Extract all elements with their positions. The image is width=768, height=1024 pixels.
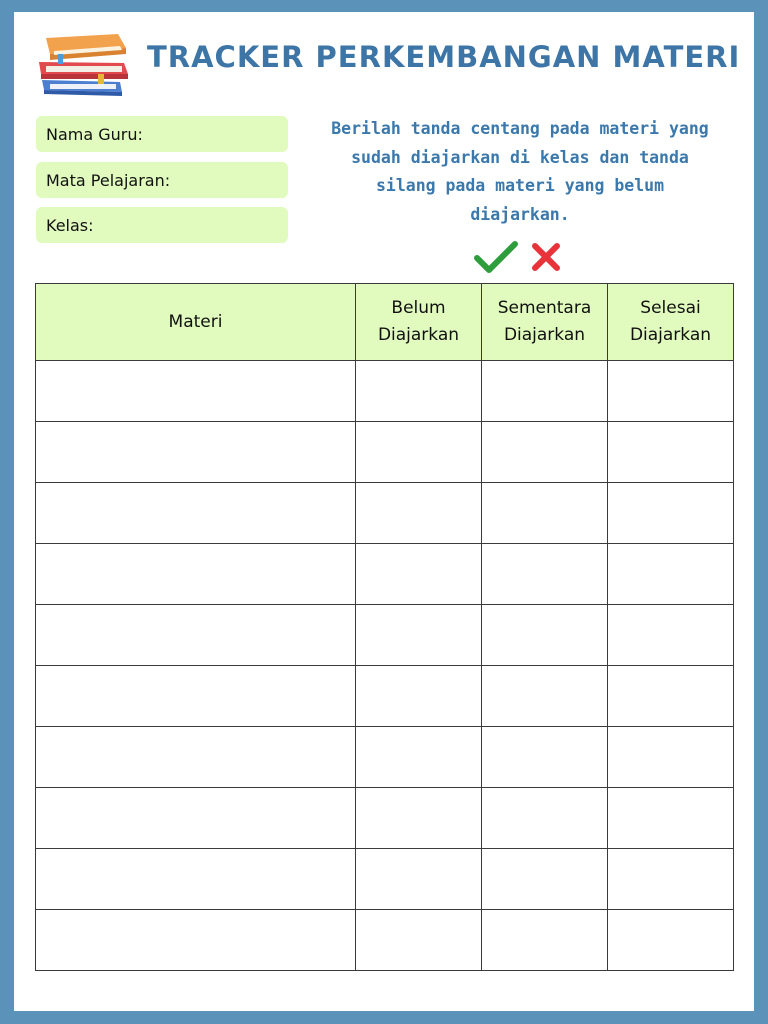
page-title: TRACKER PERKEMBANGAN MATERI (147, 40, 741, 74)
table-row (36, 544, 734, 605)
selesai-diajarkan-cell[interactable] (608, 666, 734, 727)
selesai-diajarkan-cell[interactable] (608, 910, 734, 971)
materi-cell[interactable] (36, 422, 356, 483)
selesai-diajarkan-cell[interactable] (608, 361, 734, 422)
belum-diajarkan-cell[interactable] (356, 361, 482, 422)
selesai-diajarkan-cell[interactable] (608, 727, 734, 788)
belum-diajarkan-cell[interactable] (356, 666, 482, 727)
column-header-line: Selesai (640, 298, 701, 318)
sementara-diajarkan-cell[interactable] (482, 849, 608, 910)
sementara-diajarkan-cell[interactable] (482, 666, 608, 727)
table-header-row (36, 284, 734, 361)
cross-icon (530, 241, 562, 273)
column-header-line: Diajarkan (377, 325, 460, 345)
belum-diajarkan-cell[interactable] (356, 544, 482, 605)
materi-cell[interactable] (36, 605, 356, 666)
materi-cell[interactable] (36, 666, 356, 727)
teacher-name-label: Nama Guru: (46, 124, 143, 144)
materi-cell[interactable] (36, 910, 356, 971)
instruction-line: sudah diajarkan di kelas dan tanda (351, 147, 689, 167)
selesai-diajarkan-cell[interactable] (608, 788, 734, 849)
materi-cell[interactable] (36, 849, 356, 910)
table-row (36, 910, 734, 971)
belum-diajarkan-cell[interactable] (356, 605, 482, 666)
column-header-line: Materi (168, 311, 223, 332)
column-header-sementara-diajarkan (482, 284, 608, 361)
sementara-diajarkan-cell[interactable] (482, 483, 608, 544)
sementara-diajarkan-cell[interactable] (482, 727, 608, 788)
selesai-diajarkan-cell[interactable] (608, 544, 734, 605)
materi-cell[interactable] (36, 544, 356, 605)
table-row (36, 788, 734, 849)
class-label: Kelas: (46, 215, 94, 235)
column-header-line: Sementara (497, 298, 592, 318)
instruction-text (302, 115, 738, 229)
column-header-line: Diajarkan (503, 325, 586, 345)
selesai-diajarkan-cell[interactable] (608, 849, 734, 910)
materi-cell[interactable] (36, 788, 356, 849)
table-row (36, 605, 734, 666)
instruction-line: Berilah tanda centang pada materi yang (331, 119, 709, 138)
sementara-diajarkan-cell[interactable] (482, 605, 608, 666)
books-stack-icon (36, 28, 132, 98)
table-row (36, 727, 734, 788)
worksheet-page (14, 12, 754, 1011)
subject-field[interactable] (36, 162, 288, 198)
instruction-line: silang pada materi yang belum (375, 176, 665, 195)
table-row (36, 483, 734, 544)
column-header-belum-diajarkan (356, 284, 482, 361)
sementara-diajarkan-cell[interactable] (482, 910, 608, 971)
belum-diajarkan-cell[interactable] (356, 422, 482, 483)
materi-cell[interactable] (36, 483, 356, 544)
material-tracker-table (35, 283, 734, 971)
selesai-diajarkan-cell[interactable] (608, 422, 734, 483)
materi-cell[interactable] (36, 361, 356, 422)
column-header-line: Belum (391, 298, 446, 318)
belum-diajarkan-cell[interactable] (356, 483, 482, 544)
sementara-diajarkan-cell[interactable] (482, 788, 608, 849)
sementara-diajarkan-cell[interactable] (482, 422, 608, 483)
subject-label: Mata Pelajaran: (46, 170, 171, 190)
column-header-line: Diajarkan (629, 325, 712, 345)
belum-diajarkan-cell[interactable] (356, 849, 482, 910)
table-row (36, 422, 734, 483)
table-row (36, 361, 734, 422)
selesai-diajarkan-cell[interactable] (608, 483, 734, 544)
column-header-materi (36, 284, 356, 361)
sementara-diajarkan-cell[interactable] (482, 361, 608, 422)
table-row (36, 666, 734, 727)
belum-diajarkan-cell[interactable] (356, 910, 482, 971)
class-field[interactable] (36, 207, 288, 243)
sementara-diajarkan-cell[interactable] (482, 544, 608, 605)
belum-diajarkan-cell[interactable] (356, 727, 482, 788)
selesai-diajarkan-cell[interactable] (608, 605, 734, 666)
table-row (36, 849, 734, 910)
materi-cell[interactable] (36, 727, 356, 788)
instruction-line: diajarkan. (470, 204, 570, 224)
check-icon (474, 240, 518, 274)
belum-diajarkan-cell[interactable] (356, 788, 482, 849)
teacher-name-field[interactable] (36, 116, 288, 152)
column-header-selesai-diajarkan (608, 284, 734, 361)
